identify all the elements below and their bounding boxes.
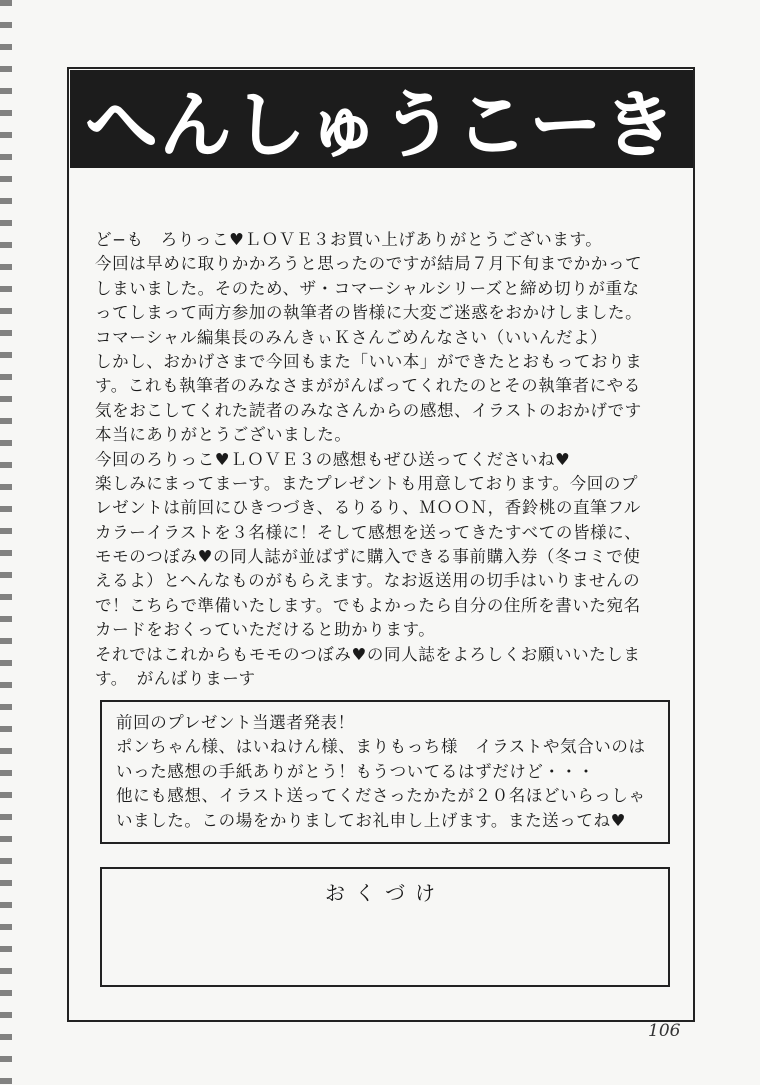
body-line: 本当にありがとうございました。 — [95, 425, 352, 445]
body-line: カードをおくっていただけると助かります。 — [95, 620, 436, 640]
page-title: へんしゅうこーき — [85, 83, 678, 167]
body-line: しまいました。そのため、ザ・コマーシャルシリーズと締め切りが重な — [95, 278, 640, 298]
title-banner — [70, 70, 693, 168]
body-line: レゼントは前回にひきつづき、るりるり、ＭＯＯＮ，香鈴桃の直筆フル — [95, 498, 641, 518]
body-line: それではこれからもモモのつぼみ♥の同人誌をよろしくお願いいたしま — [95, 644, 641, 664]
winners-line: いった感想の手紙ありがとう！もうついてるはずだけど・・・ — [116, 761, 595, 781]
body-line: す。これも執筆者のみなさまががんばってくれたのとその執筆者にやる — [95, 376, 641, 396]
body-line: ってしまって両方参加の執筆者の皆様に大変ご迷惑をおかけしました。 — [95, 303, 643, 323]
body-line: ど−も ろりっこ♥ＬＯＶＥ３お買い上げありがとうございます。 — [95, 230, 603, 249]
page-number: 106 — [648, 1021, 681, 1041]
body-line: モモのつぼみ♥の同人誌が並ばずに購入できる事前購入券（冬コミで使 — [95, 547, 641, 567]
body-line: コマーシャル編集長のみんきぃＫさんごめんなさい（いいんだよ） — [95, 327, 608, 347]
winners-line: 前回のプレゼント当選者発表！ — [116, 713, 355, 732]
binding-edge-decoration — [0, 0, 12, 1085]
winners-line: 他にも感想、イラスト送ってくださったかたが２０名ほどいらっしゃ — [116, 786, 646, 806]
prize-winners-box — [100, 700, 670, 844]
winners-line: ポンちゃん様、はいねけん様、まりもっち様 イラストや気合いのは — [116, 737, 646, 757]
body-line: えるよ）とへんなものがもらえます。なお返送用の切手はいりませんの — [95, 571, 641, 591]
body-line: しかし、おかげさまで今回もまた「いい本」ができたとおもっておりま — [95, 351, 643, 371]
body-line: 楽しみにまってまーす。またプレゼントも用意しております。今回のプ — [95, 473, 639, 493]
body-line: 気をおこしてくれた読者のみなさんからの感想、イラストのおかげです — [95, 400, 642, 420]
colophon-title: おくづけ — [325, 881, 445, 905]
winners-line: いました。この場をかりましてお礼申し上げます。また送ってね♥ — [116, 810, 626, 830]
body-line: す。 がんばりまーす — [95, 669, 256, 689]
colophon-box — [100, 867, 670, 987]
body-line: で！こちらで準備いたします。でもよかったら自分の住所を書いた宛名 — [95, 595, 641, 615]
editorial-body — [95, 228, 675, 691]
body-line: 今回のろりっこ♥ＬＯＶＥ３の感想もぜひ送ってくださいね♥ — [95, 449, 571, 469]
body-line: カラーイラストを３名様に！そして感想を送ってきたすべての皆様に、 — [95, 522, 642, 542]
body-line: 今回は早めに取りかかろうと思ったのですが結局７月下旬までかかって — [95, 254, 643, 274]
